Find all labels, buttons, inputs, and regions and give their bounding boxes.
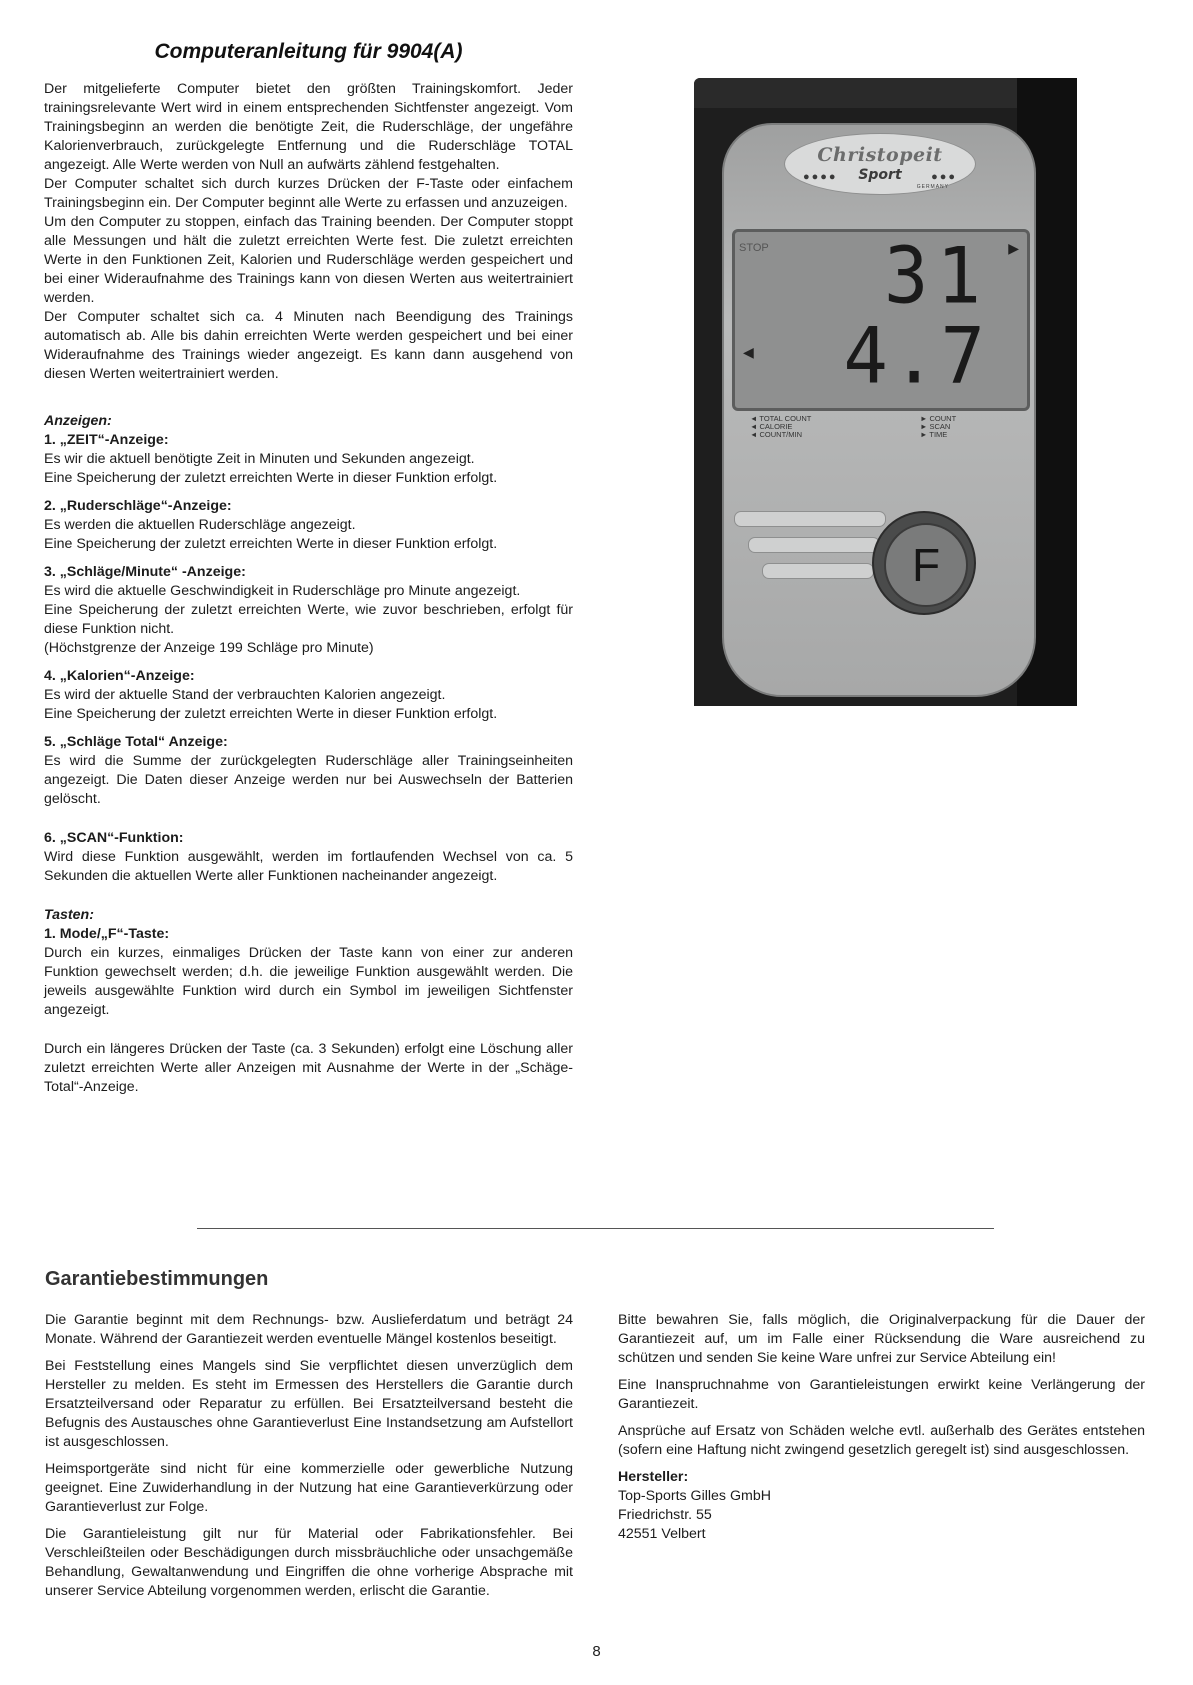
- dots-decoration: ●●●: [931, 171, 957, 183]
- garantie-paragraph: Die Garantieleistung gilt nur für Material oder Fabrikationsfehler. Bei Verschleißteilen oder Beschädigungen durch missbräuchliche oder unsachgemäße Behandlung, Gewaltanwendung und Eingriffen die ohne vorherige Absprache mit unserer Service Abteilung vorgenommen werden, erlischt die Garantie.: [45, 1526, 573, 1599]
- item-line: Eine Speicherung der zuletzt erreichten Werte in dieser Funktion erfolgt.: [44, 470, 498, 486]
- label-count: ► COUNT: [920, 414, 957, 423]
- hersteller-city: 42551 Velbert: [618, 1526, 706, 1542]
- hersteller-street: Friedrichstr. 55: [618, 1507, 712, 1523]
- label-time: ► TIME: [920, 430, 948, 439]
- decor-stripe: [734, 511, 886, 527]
- item-line: Es wird der aktuelle Stand der verbrauchten Kalorien angezeigt.: [44, 687, 446, 703]
- item-line: Es wird die aktuelle Geschwindigkeit in Ruderschläge pro Minute angezeigt.: [44, 583, 521, 599]
- decor-stripe: [748, 537, 880, 553]
- brand-logo: [784, 133, 976, 195]
- function-labels-right: [920, 415, 956, 439]
- label-calorie: ◄ CALORIE: [750, 422, 793, 431]
- dots-decoration: ●●●●: [803, 171, 838, 183]
- item-title-kalorien: 4. „Kalorien“-Anzeige:: [44, 668, 195, 684]
- tasten-heading: Tasten:: [44, 907, 94, 923]
- hersteller-company: Top-Sports Gilles GmbH: [618, 1488, 771, 1504]
- item-title-scan: 6. „SCAN“-Funktion:: [44, 830, 184, 846]
- garantie-paragraph: Ansprüche auf Ersatz von Schäden welche evtl. außerhalb des Gerätes entstehen (sofern eine Haftung nicht zwingend gesetzlich geregelt ist) sind ausgeschlossen.: [618, 1423, 1145, 1458]
- item-title-schlaege-minute: 3. „Schläge/Minute“ -Anzeige:: [44, 564, 246, 580]
- label-count-min: ◄ COUNT/MIN: [750, 430, 803, 439]
- hersteller-label: Hersteller:: [618, 1469, 689, 1485]
- intro-paragraph-3: Um den Computer zu stoppen, einfach das Training beenden. Der Computer stoppt alle Messungen und hält die zuletzt erreichten Werte fest. Die zuletzt erreichten Werte in den Funktionen Zeit, Kalorien und Ruderschläge werden gespeichert und bei einer Wideraufnahme des Trainings kann von diesen Werten aus weitertrainiert werden.: [44, 214, 573, 306]
- item-line: Eine Speicherung der zuletzt erreichten Werte in dieser Funktion erfolgt.: [44, 536, 498, 552]
- item-title-ruderschlaege: 2. „Ruderschläge“-Anzeige:: [44, 498, 232, 514]
- f-button[interactable]: F: [884, 523, 968, 607]
- brand-sport: Sport: [858, 167, 902, 183]
- instructions-column: [44, 40, 573, 1097]
- display-value-bottom: 4.7: [843, 310, 989, 402]
- garantie-paragraph: Bei Feststellung eines Mangels sind Sie verpflichtet diesen unverzüglich dem Hersteller zu melden. Es steht im Ermessen des Herstellers die Garantie durch Ersatzteilversand oder Reparatur zu erfüllen. Bei Ersatzteilversand besteht die Befugnis des Austausches ohne Garantieverlust Eine Instandsetzung am Aufstellort ist ausgeschlossen.: [45, 1358, 573, 1450]
- page-title: Computeranleitung für 9904(A): [154, 40, 463, 63]
- label-total-count: ◄ TOTAL COUNT: [750, 414, 812, 423]
- garantie-paragraph: Bitte bewahren Sie, falls möglich, die Originalverpackung für die Dauer der Garantiezeit auf, um im Falle einer Rücksendung die Ware ausreichend zu schützen und senden Sie keine Ware unfrei zur Service Abteilung ein!: [618, 1312, 1145, 1366]
- item-line: Es wir die aktuell benötigte Zeit in Minuten und Sekunden angezeigt.: [44, 451, 475, 467]
- section-divider: [197, 1228, 994, 1229]
- item-title-schlaege-total: 5. „Schläge Total“ Anzeige:: [44, 734, 228, 750]
- brand-name: Christopeit: [817, 144, 943, 166]
- item-line: Es wird die Summe der zurückgelegten Ruderschläge aller Trainingseinheiten angezeigt. Die Daten dieser Anzeige werden nur bei Auswechseln der Batterien gelöscht.: [44, 753, 573, 807]
- console-panel: [722, 123, 1036, 697]
- arrow-left-icon: ◀: [743, 344, 754, 360]
- item-line: (Höchstgrenze der Anzeige 199 Schläge pro Minute): [44, 640, 374, 656]
- garantie-title: Garantiebestimmungen: [45, 1268, 269, 1290]
- function-labels-left: [750, 415, 811, 439]
- label-scan: ► SCAN: [920, 422, 951, 431]
- garantie-right-column: [618, 1311, 1145, 1544]
- lcd-display: [732, 229, 1030, 411]
- f-button-ring: [872, 511, 976, 615]
- item-line: Wird diese Funktion ausgewählt, werden im fortlaufenden Wechsel von ca. 5 Sekunden die aktuellen Werte aller Funktionen nacheinander angezeigt.: [44, 849, 573, 884]
- item-title-zeit: 1. „ZEIT“-Anzeige:: [44, 432, 169, 448]
- intro-paragraph-4: Der Computer schaltet sich ca. 4 Minuten nach Beendigung des Trainings automatisch ab. Alle bis dahin erreichten Werte werden gespeichert und bei einer Wideraufnahme des Trainings wieder angezeigt. Es kann dann ausgehend von diesen Werten weitertrainiert werden.: [44, 309, 573, 382]
- arrow-right-icon: ▶: [1008, 240, 1019, 256]
- stop-indicator: STOP: [739, 242, 769, 254]
- item-line: Eine Speicherung der zuletzt erreichten Werte in dieser Funktion erfolgt.: [44, 706, 498, 722]
- garantie-paragraph: Eine Inanspruchnahme von Garantieleistungen erwirkt keine Verlängerung der Garantiezeit.: [618, 1377, 1145, 1412]
- brand-country: GERMANY: [916, 184, 949, 190]
- garantie-paragraph: Heimsportgeräte sind nicht für eine kommerzielle oder gewerbliche Nutzung geeignet. Eine Zuwiderhandlung in der Nutzung hat eine Garantieverkürzung oder Garantieverlust zur Folge.: [45, 1461, 573, 1515]
- mode-text-long: Durch ein längeres Drücken der Taste (ca. 3 Sekunden) erfolgt eine Löschung aller zuletzt erreichten Werte aller Anzeigen mit Ausnahme der Werte in der „Schäge-Total“-Anzeige.: [44, 1041, 573, 1095]
- page-number: 8: [592, 1643, 601, 1660]
- anzeigen-heading: Anzeigen:: [44, 413, 112, 429]
- garantie-left-column: [45, 1311, 573, 1609]
- intro-paragraph-2: Der Computer schaltet sich durch kurzes Drücken der F-Taste oder einfachem Trainingsbeginn ein. Der Computer beginnt alle Werte zu erfassen und anzuzeigen.: [44, 176, 573, 211]
- item-line: Es werden die aktuellen Ruderschläge angezeigt.: [44, 517, 356, 533]
- mode-text-short: Durch ein kurzes, einmaliges Drücken der Taste kann von einer zur anderen Funktion gewechselt werden; d.h. die jeweilige Funktion ausgewählt werden. Die jeweils ausgewählte Funktion wird durch ein Symbol im jeweiligen Sichtfenster angezeigt.: [44, 945, 573, 1018]
- mode-f-title: 1. Mode/„F“-Taste:: [44, 926, 170, 942]
- display-value-top: 31: [883, 230, 989, 322]
- decor-stripe: [762, 563, 874, 579]
- garantie-paragraph: Die Garantie beginnt mit dem Rechnungs- bzw. Auslieferdatum und beträgt 24 Monate. Während der Garantiezeit werden eventuelle Mängel kostenlos beseitigt.: [45, 1312, 573, 1347]
- intro-paragraph-1: Der mitgelieferte Computer bietet den größten Trainingskomfort. Jeder trainingsrelevante Wert wird in einem entsprechenden Sichtfenster angezeigt. Vom Trainingsbeginn an werden die benötigte Zeit, die Ruderschläge, der ungefähre Kalorienverbrauch, zurückgelegte Entfernung und die Ruderschläge TOTAL angezeigt. Alle Werte werden von Null an aufwärts zählend festgehalten.: [44, 81, 573, 173]
- item-line: Eine Speicherung der zuletzt erreichten Werte, wie zuvor beschrieben, erfolgt für diese Funktion nicht.: [44, 602, 573, 637]
- computer-photo: [694, 78, 1077, 706]
